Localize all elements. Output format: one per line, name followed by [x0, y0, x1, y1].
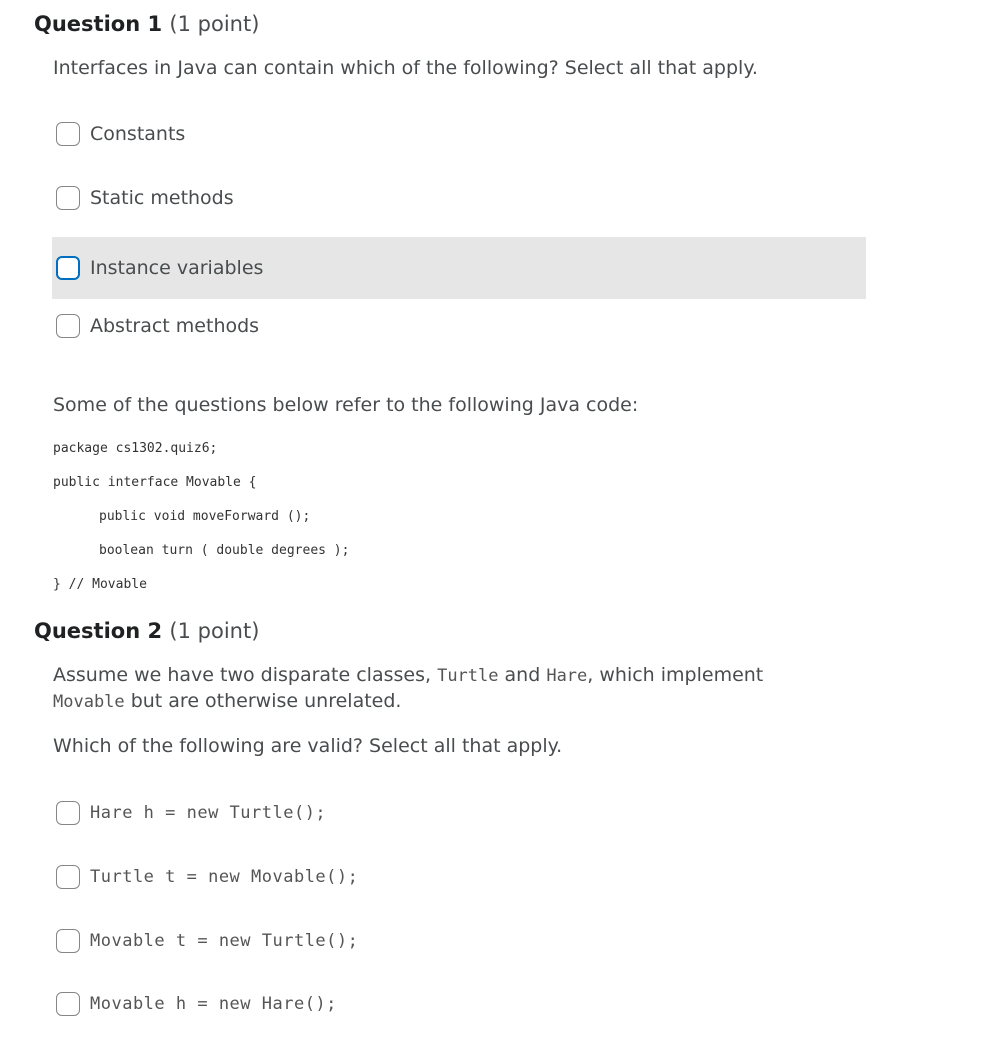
q1-checkbox-static-methods[interactable] [56, 186, 80, 210]
question-1-points: (1 point) [169, 12, 260, 36]
q1-choice-constants[interactable] [52, 103, 866, 165]
question-2-prompt [53, 663, 833, 715]
q1-choice-instance-variables[interactable] [52, 237, 866, 299]
prompt-text: but are otherwise unrelated. [124, 690, 402, 712]
q2-choice-2[interactable] [52, 846, 866, 908]
interface-name-movable: Movable [53, 692, 125, 712]
class-name-hare: Hare [546, 666, 588, 686]
q2-choice-4[interactable] [52, 973, 866, 1035]
question-1-prompt: Interfaces in Java can contain which of the following? Select all that apply. [53, 57, 758, 79]
question-1-number: Question 1 [34, 12, 163, 36]
prompt-text: Assume we have two disparate classes, [53, 664, 438, 686]
code-line-close: } // Movable [53, 577, 147, 592]
q2-choice-label: Turtle t = new Movable(); [90, 867, 359, 887]
code-intro: Some of the questions below refer to the following Java code: [53, 394, 639, 416]
q2-choice-1[interactable] [52, 782, 866, 844]
question-2-heading [34, 619, 259, 643]
question-2-points: (1 point) [169, 619, 260, 643]
q1-choice-static-methods[interactable] [52, 167, 866, 229]
q2-choice-label: Movable h = new Hare(); [90, 994, 337, 1014]
q1-checkbox-abstract-methods[interactable] [56, 314, 80, 338]
question-2-number: Question 2 [34, 619, 163, 643]
code-line-package: package cs1302.quiz6; [53, 441, 218, 456]
prompt-text: and [498, 664, 547, 686]
q2-checkbox-3[interactable] [56, 929, 80, 953]
code-line-move-forward: public void moveForward (); [99, 509, 311, 524]
q1-checkbox-instance-variables[interactable] [56, 256, 80, 280]
q2-checkbox-1[interactable] [56, 801, 80, 825]
question-2-instruction: Which of the following are valid? Select all that apply. [53, 735, 563, 757]
q2-choice-3[interactable] [52, 910, 866, 972]
prompt-text: , which implement [587, 664, 764, 686]
question-1-heading [34, 12, 259, 36]
q2-checkbox-4[interactable] [56, 992, 80, 1016]
q2-choice-label: Hare h = new Turtle(); [90, 803, 327, 823]
q1-checkbox-constants[interactable] [56, 122, 80, 146]
q1-choice-label: Instance variables [90, 257, 264, 279]
q1-choice-label: Abstract methods [90, 315, 260, 337]
code-line-turn: boolean turn ( double degrees ); [99, 543, 350, 558]
class-name-turtle: Turtle [437, 666, 499, 686]
q1-choice-label: Static methods [90, 187, 234, 209]
q1-choice-label: Constants [90, 123, 186, 145]
code-line-interface: public interface Movable { [53, 475, 257, 490]
q1-choice-abstract-methods[interactable] [52, 295, 866, 357]
q2-choice-label: Movable t = new Turtle(); [90, 931, 359, 951]
q2-checkbox-2[interactable] [56, 865, 80, 889]
